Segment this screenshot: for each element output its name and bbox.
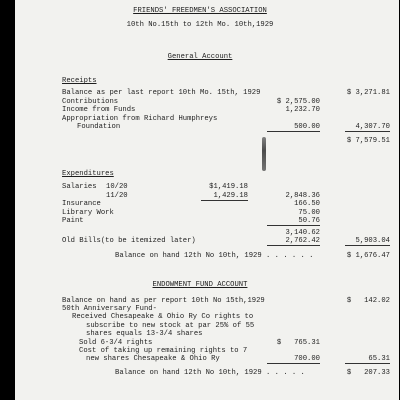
salaries-month-1: 10/20 — [106, 183, 128, 191]
general-balance-amount: $ 1,676.47 — [346, 252, 390, 260]
receipts-total: $ 7,579.51 — [346, 137, 390, 145]
receipts-balance-total: $ 3,271.81 — [346, 89, 390, 97]
cost-rights-line-2: new shares Chesapeake & Ohio Ry — [86, 355, 220, 363]
cost-rights-rule — [267, 363, 320, 364]
expenditures-total: 5,903.04 — [355, 237, 390, 245]
receipts-subtotal-rule — [267, 131, 320, 132]
expenditures-total-rule — [345, 245, 390, 246]
sold-rights-amount: $ 765.31 — [276, 339, 320, 347]
paint-amount: 50.76 — [298, 217, 320, 225]
receipts-balance-label: Balance as per last report 10th Mo. 15th, 1929 — [62, 89, 261, 97]
appropriation-amount: 500.00 — [294, 123, 320, 131]
general-balance-label: Balance on hand 12th No 10th, 1929 . . . . . . — [115, 252, 314, 260]
salaries-month-2: 11/20 — [106, 192, 128, 200]
cost-rights-line-1: Cost of taking up remaining rights to 7 — [79, 347, 248, 355]
endowment-net-rule — [345, 363, 390, 364]
receipts-subtotal: 4,307.70 — [355, 123, 390, 131]
salaries-amount-2: 1,429.18 — [213, 192, 248, 200]
receipts-heading: Receipts — [62, 77, 97, 85]
appropriation-label-1: Appropriation from Richard Humphreys — [62, 115, 218, 123]
anniversary-fund-label: 50th Anniversary Fund- — [62, 305, 157, 313]
salaries-total: 2,848.36 — [285, 192, 320, 200]
receipts-total-rule — [345, 131, 390, 132]
ink-smudge — [262, 137, 266, 171]
endowment-balance-label: Balance on hand as per report 10th No 15th,1929 — [62, 297, 265, 305]
endowment-heading: ENDOWMENT FUND ACCOUNT — [152, 281, 248, 289]
expenditures-subtotal-rule — [267, 225, 320, 226]
old-bills-label: Old Bills(to be itemized later) — [62, 237, 196, 245]
library-amount: 75.00 — [298, 209, 320, 217]
cost-rights-amount: 700.00 — [294, 355, 320, 363]
endowment-balance-amount: $ 142.02 — [346, 297, 390, 305]
old-bills-amount: 2,762.42 — [285, 237, 320, 245]
endowment-final-label: Balance on hand 12th No 10th, 1929 . . . . . — [115, 369, 305, 377]
expenditures-heading: Expenditures — [62, 170, 114, 178]
salaries-rule — [201, 200, 248, 201]
income-amount: 1,232.70 — [285, 106, 320, 114]
ledger-page — [15, 0, 399, 400]
library-label: Library Work — [62, 209, 114, 217]
received-rights-line-1: Received Chesapeake & Ohio Ry Co rights to — [72, 313, 254, 321]
salaries-label: Salaries — [62, 183, 97, 191]
old-bills-rule — [267, 245, 320, 246]
received-rights-line-3: shares equals 13-3/4 shares — [86, 330, 203, 338]
contributions-label: Contributions — [62, 98, 119, 106]
insurance-amount: 166.50 — [294, 200, 320, 208]
received-rights-line-2: subscribe to new stock at par 25% of 55 — [86, 322, 255, 330]
endowment-final-amount: $ 207.33 — [346, 369, 390, 377]
paint-label: Paint — [62, 217, 84, 225]
insurance-label: Insurance — [62, 200, 101, 208]
endowment-net-amount: 65.31 — [368, 355, 390, 363]
association-title: FRIENDS' FREEDMEN'S ASSOCIATION — [133, 7, 267, 15]
appropriation-label-2: Foundation — [77, 123, 121, 131]
report-period: 10th No.15th to 12th Mo. 10th,1929 — [126, 21, 274, 29]
income-label: Income from Funds — [62, 106, 136, 114]
sold-rights-label: Sold 6-3/4 rights — [79, 339, 153, 347]
contributions-amount: $ 2,575.00 — [276, 98, 320, 106]
expenditures-subtotal: 3,140.62 — [285, 229, 320, 237]
general-account-heading: General Account — [167, 53, 233, 61]
salaries-amount-1: $1,419.18 — [209, 183, 248, 191]
